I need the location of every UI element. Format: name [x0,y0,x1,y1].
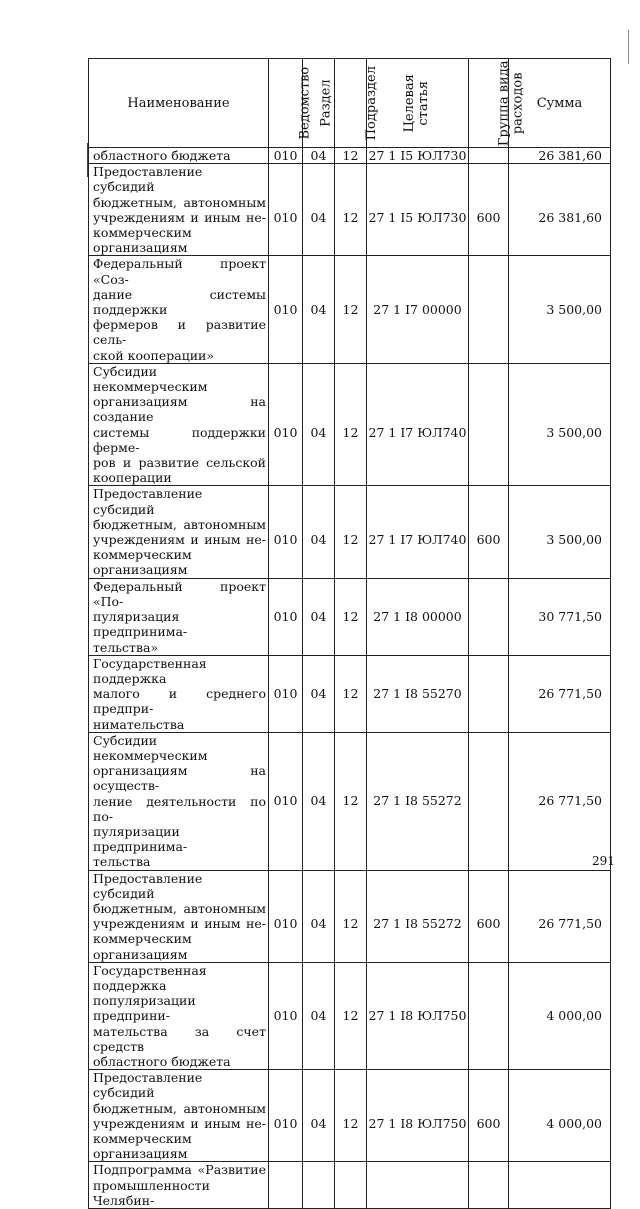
value-target [367,1178,468,1193]
cell-sum [509,164,611,256]
value-target: 27 1 I8 00000 [373,609,462,625]
cell-sum [509,148,611,164]
cell-section [303,164,335,256]
cell-target [367,363,469,486]
value-subsection: 12 [342,532,359,548]
cell-target [367,164,469,256]
value-sum: 26 771,50 [538,916,602,932]
cell-department [269,655,303,732]
table-row [89,256,611,363]
cell-department [269,732,303,870]
cell-section [303,1070,335,1162]
cell-department [269,164,303,256]
cell-expense [469,148,509,164]
value-sum: 4 000,00 [546,1008,602,1024]
value-target: 27 1 I7 00000 [373,301,462,317]
cell-sum [509,363,611,486]
header-expense-group: Группа вида расходов [469,59,509,148]
value-target: 27 1 I8 ЮЛ750 [368,1115,467,1131]
cell-expense [469,870,509,962]
table-row [89,962,611,1069]
cell-target [367,1070,469,1162]
cell-department [269,363,303,486]
header-target: Целевая статья [367,59,469,148]
value-subsection: 12 [342,686,359,702]
name-line: коммерческим организациям [93,225,192,256]
table-row [89,363,611,486]
value-expense [469,425,508,440]
cell-sum [509,1162,611,1209]
name-line: Федеральный проект «Соз- [93,256,266,287]
table-row [89,870,611,962]
value-subsection: 12 [342,916,359,932]
name-line: Государственная поддержка [93,962,207,993]
value-expense [469,686,508,701]
value-target: 27 1 I7 ЮЛ740 [368,424,467,440]
header-name: Наименование [89,59,269,148]
value-section [303,1178,334,1193]
cell-department [269,256,303,363]
name-line: системы поддержки ферме- [93,424,266,455]
cell-subsection [335,870,367,962]
table-row [89,148,611,164]
cell-section [303,578,335,655]
cell-department [269,578,303,655]
value-subsection: 12 [342,793,359,809]
cell-section [303,363,335,486]
name-line: пуляризация предпринима- [93,609,188,640]
value-department: 010 [273,686,298,702]
value-department: 010 [273,424,298,440]
cell-name [89,870,269,962]
value-section: 04 [310,1115,327,1131]
cell-expense [469,256,509,363]
name-line: кооперации [93,470,172,486]
value-target: 27 1 I8 ЮЛ750 [368,1008,467,1024]
cell-sum [509,1070,611,1162]
value-expense [469,1178,508,1193]
cell-subsection [335,962,367,1069]
name-line: тельства» [93,639,159,655]
cell-department [269,486,303,578]
cell-target [367,870,469,962]
name-line: Государственная поддержка [93,655,207,686]
cell-section [303,1162,335,1209]
cell-sum [509,962,611,1069]
value-sum: 3 500,00 [546,424,602,440]
value-department: 010 [273,532,298,548]
value-department [269,1178,302,1193]
value-expense [469,609,508,624]
value-department: 010 [273,609,298,625]
cell-subsection [335,1162,367,1209]
name-line: коммерческим организациям [93,1131,192,1162]
cell-department [269,1162,303,1209]
cell-name [89,1162,269,1209]
value-expense [469,1008,508,1023]
cell-expense [469,164,509,256]
value-section: 04 [310,148,327,163]
value-expense: 600 [476,916,501,932]
value-expense [469,793,508,808]
table-row [89,164,611,256]
name-line: Предоставление субсидий [93,486,203,517]
value-section: 04 [310,209,327,225]
cell-sum [509,578,611,655]
cell-target [367,256,469,363]
name-line: тельства [93,854,151,870]
value-sum: 26 771,50 [538,686,602,702]
cell-name [89,148,269,164]
cell-expense [469,578,509,655]
name-line: бюджетным, автономным [93,194,266,210]
header-section: Раздел [303,59,335,148]
cell-expense [469,363,509,486]
value-section: 04 [310,609,327,625]
cell-name [89,732,269,870]
cell-expense [469,962,509,1069]
value-expense: 600 [476,209,501,225]
table-row [89,486,611,578]
cell-subsection [335,486,367,578]
value-expense [469,148,508,163]
value-target: 27 1 I8 55270 [373,686,462,702]
name-line: Субсидии некоммерческим [93,363,208,395]
cell-section [303,256,335,363]
cell-target [367,486,469,578]
value-target: 27 1 I5 ЮЛ730 [368,209,467,225]
cell-department [269,870,303,962]
header-subsection: Подраздел [335,59,367,148]
value-section: 04 [310,916,327,932]
header-sum: Сумма [509,59,611,148]
name-line: ров и развитие сельской [93,455,266,471]
value-target: 27 1 I5 ЮЛ730 [368,148,467,163]
value-department: 010 [273,916,298,932]
name-line: областного бюджета [93,148,231,163]
cell-subsection [335,256,367,363]
cell-name [89,486,269,578]
table-row [89,578,611,655]
table-row [89,655,611,732]
name-line: организациям на осуществ- [93,763,266,794]
cell-section [303,732,335,870]
cell-section [303,486,335,578]
name-line: малого и среднего предпри- [93,686,266,717]
name-line: Федеральный проект «По- [93,578,266,609]
value-department: 010 [273,148,298,163]
value-expense: 600 [476,1115,501,1131]
cell-section [303,870,335,962]
value-department: 010 [273,209,298,225]
cell-subsection [335,578,367,655]
cell-target [367,148,469,164]
table-header-row [89,59,611,148]
name-line: бюджетным, автономным [93,900,266,916]
value-section: 04 [310,424,327,440]
name-line: пуляризации предпринима- [93,823,188,855]
cell-department [269,962,303,1069]
cell-expense [469,1162,509,1209]
name-line: организациям на создание [93,394,266,425]
cell-target [367,962,469,1069]
table-body [89,148,611,1209]
value-subsection: 12 [342,209,359,225]
name-line: Субсидии некоммерческим [93,732,208,763]
name-line: Предоставление субсидий [93,870,203,901]
cell-subsection [335,732,367,870]
name-line: дание системы поддержки [93,286,266,318]
value-department: 010 [273,793,298,809]
value-subsection: 12 [342,148,359,163]
value-section: 04 [310,1008,327,1024]
cell-target [367,578,469,655]
cell-subsection [335,363,367,486]
value-sum [509,1178,602,1193]
name-line: областного бюджета [93,1053,231,1069]
cell-name [89,1070,269,1162]
value-target: 27 1 I8 55272 [373,793,462,809]
cell-sum [509,655,611,732]
table-row [89,732,611,870]
name-line: Предоставление субсидий [93,1070,203,1101]
cell-section [303,148,335,164]
cell-subsection [335,1070,367,1162]
table-row [89,1162,611,1209]
value-sum: 26 381,60 [538,148,602,163]
value-section: 04 [310,532,327,548]
cell-section [303,962,335,1069]
cell-department [269,148,303,164]
cell-sum [509,870,611,962]
cell-section [303,655,335,732]
cell-subsection [335,164,367,256]
cell-name [89,164,269,256]
name-line: промышленности Челябин- [93,1177,210,1208]
name-line: Подпрограмма «Развитие [93,1162,266,1178]
cell-sum [509,486,611,578]
name-line: популяризации предприни- [93,993,196,1024]
value-department: 010 [273,1115,298,1131]
value-subsection: 12 [342,424,359,440]
cell-expense [469,655,509,732]
name-line: мательства за счет средств [93,1023,266,1054]
value-sum: 3 500,00 [546,301,602,317]
name-line: бюджетным, автономным [93,516,266,532]
name-line: учреждениям и иным не- [93,916,266,932]
cell-name [89,256,269,363]
cell-expense [469,732,509,870]
value-subsection: 12 [342,301,359,317]
cell-target [367,1162,469,1209]
value-subsection: 12 [342,1115,359,1131]
value-sum: 26 771,50 [538,793,602,809]
page-number: 291 [592,854,615,868]
table-row [89,1070,611,1162]
cell-sum [509,732,611,870]
cell-name [89,655,269,732]
value-sum: 30 771,50 [538,609,602,625]
value-sum: 3 500,00 [546,532,602,548]
cell-subsection [335,148,367,164]
value-sum: 26 381,60 [538,209,602,225]
value-department: 010 [273,301,298,317]
name-line: Предоставление субсидий [93,164,203,195]
name-line: бюджетным, автономным [93,1100,266,1116]
budget-table [88,58,611,1209]
cell-target [367,732,469,870]
name-line: фермеров и развитие сель- [93,317,266,348]
name-line: коммерческим организациям [93,547,192,578]
cell-name [89,578,269,655]
name-line: учреждениям и иным не- [93,209,266,225]
name-line: коммерческим организациям [93,931,192,962]
name-line: учреждениям и иным не- [93,1115,266,1131]
cell-target [367,655,469,732]
value-sum: 4 000,00 [546,1115,602,1131]
scan-edge-mark [628,30,629,64]
value-section: 04 [310,686,327,702]
cell-expense [469,486,509,578]
cell-name [89,363,269,486]
value-section: 04 [310,793,327,809]
cell-expense [469,1070,509,1162]
name-line: учреждениям и иным не- [93,532,266,548]
name-line: ской кооперации» [93,347,215,363]
value-target: 27 1 I8 55272 [373,916,462,932]
cell-sum [509,256,611,363]
value-expense [469,302,508,317]
value-subsection: 12 [342,1008,359,1024]
value-subsection [335,1178,366,1193]
cell-name [89,962,269,1069]
header-department: Ведомство [269,59,303,148]
name-line: ление деятельности по по- [93,793,266,824]
cell-department [269,1070,303,1162]
value-department: 010 [273,1008,298,1024]
value-subsection: 12 [342,609,359,625]
cell-subsection [335,655,367,732]
name-line: нимательства [93,716,185,732]
value-expense: 600 [476,532,501,548]
value-target: 27 1 I7 ЮЛ740 [368,532,467,548]
value-section: 04 [310,301,327,317]
